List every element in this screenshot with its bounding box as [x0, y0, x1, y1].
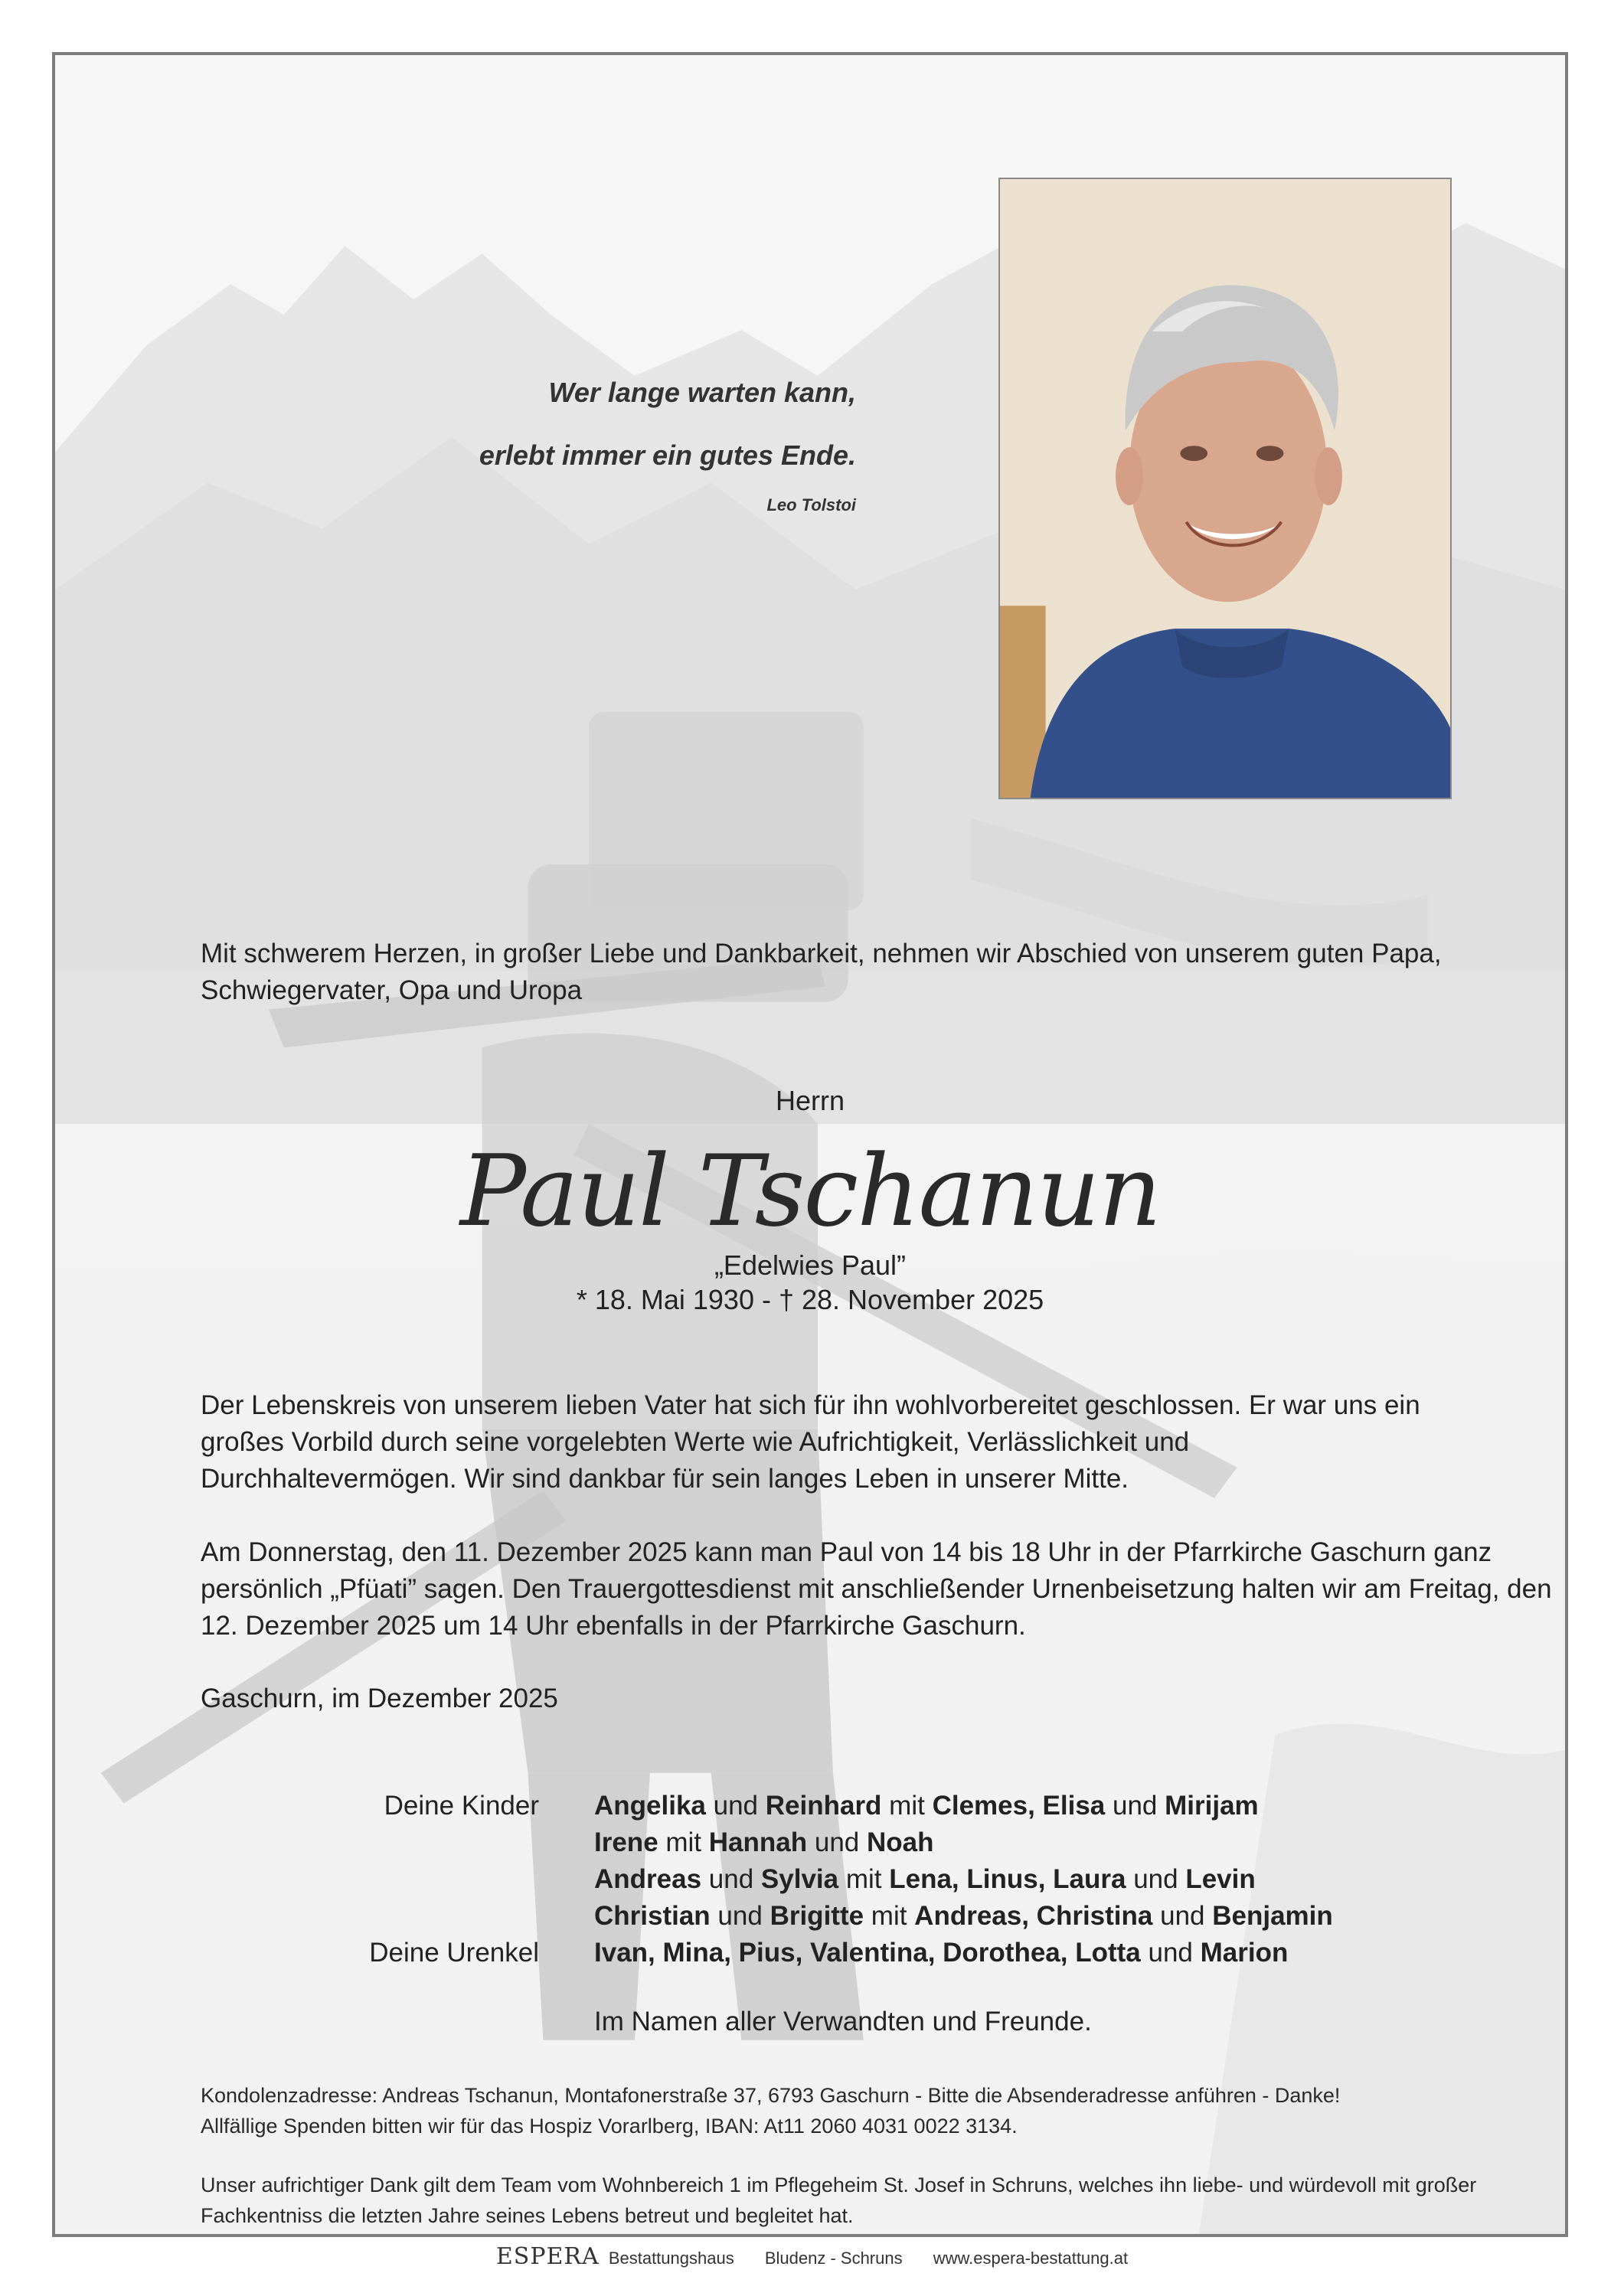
- footer: [0, 2243, 1624, 2270]
- paragraph-funeral: Am Donnerstag, den 11. Dezember 2025 kann man Paul von 14 bis 18 Uhr in der Pfarrkirche Gaschurn ganz persönlich „Pfüati” sagen. Den Trauergottesdienst mit anschließender Urnenbeisetzung halten wir am Freitag, den 12. Dezember 2025 um 14 Uhr ebenfalls in der Pfarrkirche Gaschurn.: [201, 1537, 1552, 1641]
- salutation: Herrn: [775, 1085, 845, 1116]
- life-dates: * 18. Mai 1930 - † 28. November 2025: [576, 1284, 1044, 1315]
- brand-subtitle: Bestattungshaus: [608, 2249, 734, 2268]
- thanks-note: Unser aufrichtiger Dank gilt dem Team vom Wohnbereich 1 im Pflegeheim St. Josef in Schruns, welches ihn liebe- und würdevoll mit großer Fachkentniss die letzten Jahre seines Lebens betreut und begleitet hat.: [201, 2174, 1477, 2227]
- quote-line-1: Wer lange warten kann,: [548, 377, 856, 408]
- children-line-2: Irene mit Hannah und Noah: [594, 1827, 934, 1857]
- children-line-3: Andreas und Sylvia mit Lena, Linus, Laura und Levin: [594, 1864, 1256, 1894]
- portrait-photo: [998, 178, 1452, 799]
- greatgrandchildren-label: Deine Urenkel: [369, 1938, 539, 1968]
- children-line-4: Christian und Brigitte mit Andreas, Christina und Benjamin: [594, 1901, 1333, 1931]
- footer-website[interactable]: www.espera-bestattung.at: [933, 2249, 1129, 2268]
- children-label: Deine Kinder: [384, 1791, 539, 1821]
- family-closing: Im Namen aller Verwandten und Freunde.: [594, 2007, 1092, 2036]
- quote-line-2: erlebt immer ein gutes Ende.: [479, 439, 856, 471]
- place-date: Gaschurn, im Dezember 2025: [201, 1684, 558, 1713]
- brand-logo-text: ESPERA: [495, 2243, 600, 2270]
- donation-note: Allfällige Spenden bitten wir für das Hospiz Vorarlberg, IBAN: At11 2060 4031 0022 3134.: [201, 2115, 1018, 2138]
- quote-author: Leo Tolstoi: [766, 495, 856, 514]
- deceased-name: Paul Tschanun: [459, 1135, 1161, 1249]
- nickname: „Edelwies Paul”: [714, 1249, 907, 1281]
- condolence-address: Kondolenzadresse: Andreas Tschanun, Montafonerstraße 37, 6793 Gaschurn - Bitte die Absenderadresse anführen - Danke!: [201, 2084, 1341, 2107]
- obituary-frame: [52, 52, 1568, 2237]
- children-line-1: Angelika und Reinhard mit Clemes, Elisa und Mirijam: [594, 1791, 1259, 1821]
- intro-text: Mit schwerem Herzen, in großer Liebe und Dankbarkeit, nehmen wir Abschied von unserem guten Papa, Schwiegervater, Opa und Uropa: [201, 939, 1442, 1005]
- greatgrandchildren-line: Ivan, Mina, Pius, Valentina, Dorothea, Lotta und Marion: [594, 1938, 1289, 1968]
- footer-locations: Bludenz - Schruns: [764, 2249, 903, 2268]
- paragraph-tribute: Der Lebenskreis von unserem lieben Vater hat sich für ihn wohlvorbereitet geschlossen. Er war uns ein großes Vorbild durch seine vorgelebten Werte wie Aufrichtigkeit, Verlässlichkeit und Durchhaltevermögen. Wir sind dankbar für sein langes Leben in unserer Mitte.: [201, 1390, 1420, 1494]
